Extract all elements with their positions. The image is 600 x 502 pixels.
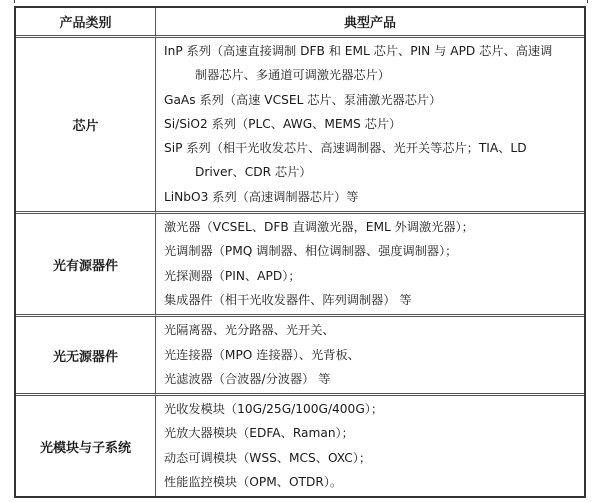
header-category: 产品类别 <box>16 8 156 38</box>
category-cell: 光模块与子系统 <box>16 396 156 496</box>
product-line: LiNbO3 系列（高速调制器芯片）等 <box>164 189 359 204</box>
product-line: Driver、CDR 芯片） <box>195 165 312 180</box>
products-cell <box>156 317 584 396</box>
table-row <box>16 38 584 214</box>
table-row <box>16 214 584 317</box>
table-row <box>16 396 584 496</box>
product-line: 光隔离器、光分路器、光开关、 <box>164 323 335 338</box>
product-line: GaAs 系列（高速 VCSEL 芯片、泵浦激光器芯片） <box>164 92 442 107</box>
table-header-row <box>16 8 584 38</box>
product-line: 光收发模块（10G/25G/100G/400G）； <box>164 402 384 417</box>
products-cell <box>156 38 584 214</box>
table-row <box>16 317 584 396</box>
products-cell <box>156 214 584 317</box>
category-cell: 光无源器件 <box>16 317 156 396</box>
product-line: 光滤波器（合波器/分波器） 等 <box>164 371 331 386</box>
category-cell: 芯片 <box>16 38 156 214</box>
header-products: 典型产品 <box>156 8 584 38</box>
product-line: 制器芯片、多通道可调激光器芯片） <box>195 68 390 83</box>
product-line: 光连接器（MPO 连接器）、光背板、 <box>164 347 360 362</box>
product-line: 光探测器（PIN、APD）； <box>164 268 301 283</box>
category-cell: 光有源器件 <box>16 214 156 317</box>
product-table <box>14 6 586 498</box>
products-cell <box>156 396 584 496</box>
previous-table-edge <box>14 0 588 3</box>
product-line: 光调制器（PMQ 调制器、相位调制器、强度调制器）； <box>164 244 458 259</box>
product-line: 动态可调模块（WSS、MCS、OXC）； <box>164 450 372 465</box>
product-line: 激光器（VCSEL、DFB 直调激光器，EML 外调激光器）； <box>164 220 474 235</box>
product-line: 集成器件（相干光收发器件、阵列调制器） 等 <box>164 292 412 307</box>
product-line: InP 系列（高速直接调制 DFB 和 EML 芯片、PIN 与 APD 芯片、高速调 <box>164 44 553 58</box>
product-line: 光放大器模块（EDFA、Raman）； <box>164 426 354 441</box>
product-line: SiP 系列（相干光收发芯片、高速调制器、光开关等芯片；TIA、LD <box>164 141 527 156</box>
product-line: Si/SiO2 系列（PLC、AWG、MEMS 芯片） <box>164 116 402 131</box>
product-line: 性能监控模块（OPM、OTDR）。 <box>164 475 343 490</box>
